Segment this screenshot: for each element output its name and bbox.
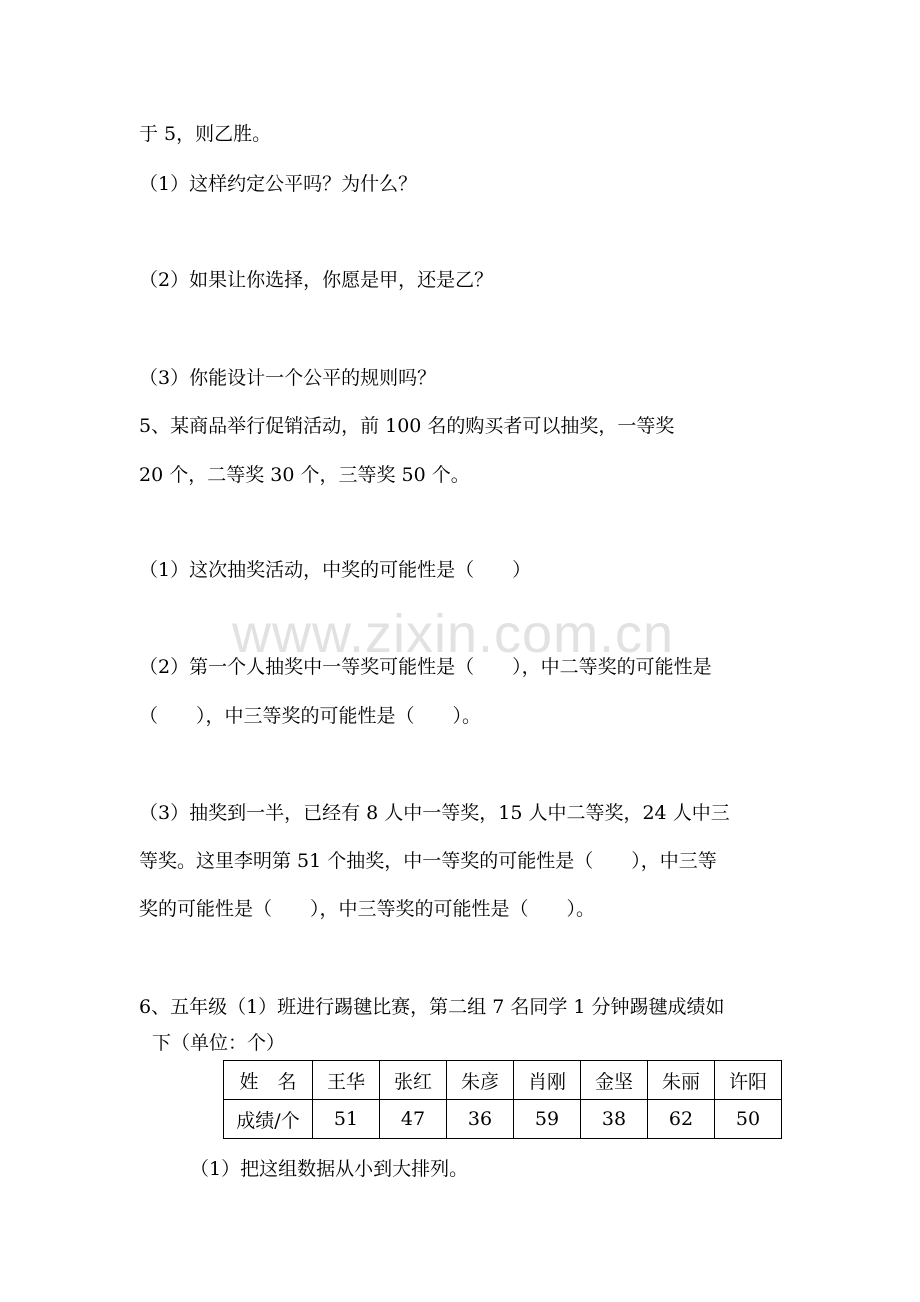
score-table	[223, 1060, 782, 1139]
score-cell: 47	[380, 1100, 447, 1139]
watermark: www.zixin.com.cn	[232, 604, 675, 664]
question-4-1: （1）这样约定公平吗？为什么？	[139, 173, 418, 195]
question-5-3: （3）抽奖到一半，已经有 8 人中一等奖，15 人中二等奖，24 人中三	[139, 802, 730, 824]
score-cell: 51	[313, 1100, 380, 1139]
score-cell: 38	[581, 1100, 648, 1139]
question-4-2: （2）如果让你选择，你愿是甲，还是乙？	[139, 269, 494, 291]
table-row-scores	[224, 1100, 782, 1139]
question-6-1: （1）把这组数据从小到大排列。	[190, 1158, 469, 1180]
name-cell: 朱丽	[648, 1061, 715, 1100]
name-cell: 许阳	[715, 1061, 782, 1100]
question-5-3-cont: 等奖。这里李明第 51 个抽奖，中一等奖的可能性是（ ），中三等	[139, 850, 717, 872]
name-cell: 王华	[313, 1061, 380, 1100]
question-5-1: （1）这次抽奖活动，中奖的可能性是（ ）	[139, 559, 532, 581]
score-label-cell: 成绩/个	[224, 1100, 313, 1139]
name-cell: 肖刚	[514, 1061, 581, 1100]
score-cell: 62	[648, 1100, 715, 1139]
name-cell: 朱彦	[447, 1061, 514, 1100]
question-5-3-cont2: 奖的可能性是（ ），中三等奖的可能性是（ ）。	[139, 898, 596, 920]
score-cell: 50	[715, 1100, 782, 1139]
question-4-3: （3）你能设计一个公平的规则吗？	[139, 367, 437, 389]
question-5-2: （2）第一个人抽奖中一等奖可能性是（ ），中二等奖的可能性是	[139, 656, 712, 678]
text-line: 于 5，则乙胜。	[139, 123, 272, 145]
name-cell: 张红	[380, 1061, 447, 1100]
table-row-names	[224, 1061, 782, 1100]
question-6: 6、五年级（1）班进行踢毽比赛，第二组 7 名同学 1 分钟踢毽成绩如	[139, 996, 725, 1018]
question-5-2-cont: （ ），中三等奖的可能性是（ ）。	[139, 705, 482, 727]
header-label-cell: 姓 名	[224, 1061, 313, 1100]
score-cell: 36	[447, 1100, 514, 1139]
score-cell: 59	[514, 1100, 581, 1139]
question-6-cont: 下（单位：个）	[152, 1032, 286, 1054]
question-5: 5、某商品举行促销活动，前 100 名的购买者可以抽奖，一等奖	[139, 415, 675, 437]
question-5-cont: 20 个，二等奖 30 个，三等奖 50 个。	[139, 464, 470, 486]
name-cell: 金坚	[581, 1061, 648, 1100]
